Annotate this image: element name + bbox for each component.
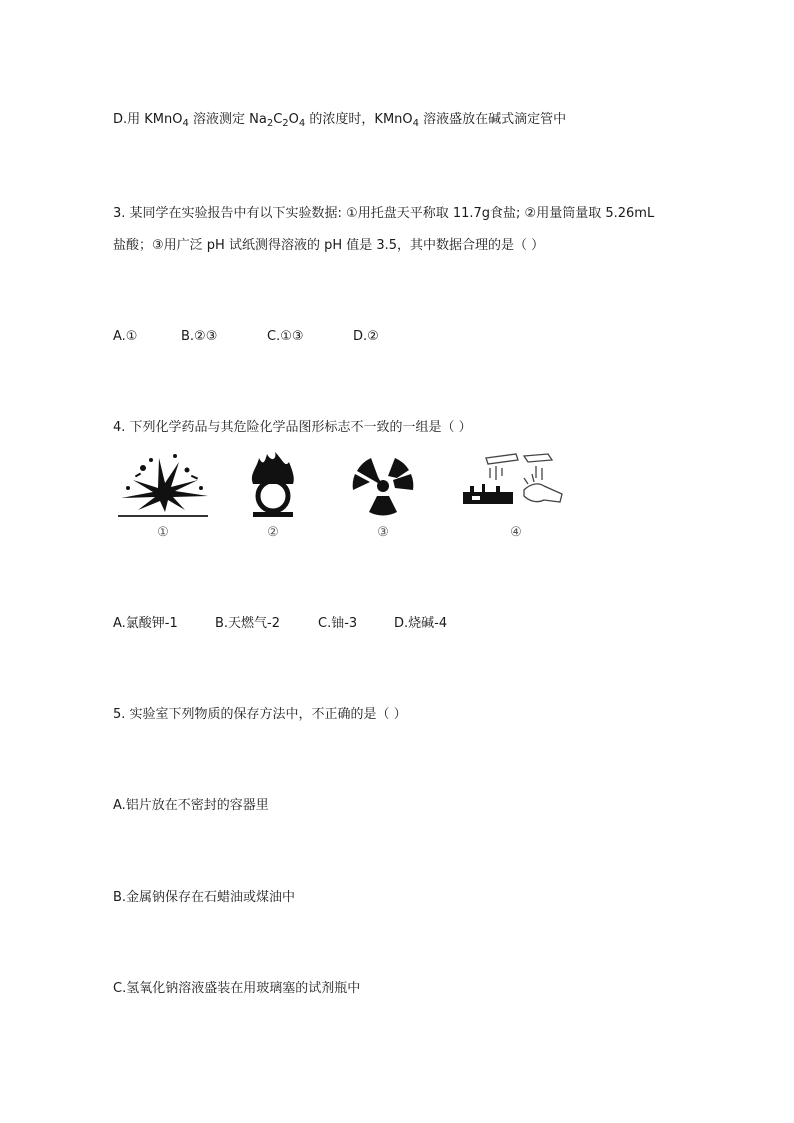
question-5-option-a: A.铝片放在不密封的容器里: [113, 798, 269, 813]
oxidizer-flame-icon: [223, 450, 323, 520]
subscript: 2: [282, 118, 289, 129]
sign-label-3: ③: [377, 525, 389, 540]
explosive-icon: [113, 450, 213, 520]
subscript: 4: [182, 118, 189, 129]
question-5-option-b: B.金属钠保存在石蜡油或煤油中: [113, 890, 296, 905]
corrosive-icon: [458, 450, 568, 520]
question-5-option-c: C.氢氧化钠溶液盛装在用玻璃塞的试剂瓶中: [113, 981, 361, 996]
option-c: C.铀-3: [318, 616, 358, 631]
sign-label-1: ①: [157, 525, 169, 540]
option-text: C: [273, 112, 283, 127]
subscript: 4: [412, 118, 420, 129]
sign-label-2: ②: [267, 525, 279, 540]
question-3-stem-line-1: 3. 某同学在实验报告中有以下实验数据: ①用托盘天平称取 11.7g食盐; ②用量筒量取 5.26mL: [113, 206, 655, 221]
subscript: 4: [298, 118, 306, 129]
question-2-option-d: [113, 110, 566, 130]
question-3-stem-line-2: 盐酸；③用广泛 pH 试纸测得溶液的 pH 值是 3.5，其中数据合理的是（ ）: [113, 238, 545, 253]
question-4-stem: 4. 下列化学药品与其危险化学品图形标志不一致的一组是（ ）: [113, 420, 472, 435]
sign-label-4: ④: [510, 525, 522, 540]
option-a: A.①: [113, 329, 138, 344]
radioactive-icon: [333, 450, 433, 520]
option-d: D.②: [353, 329, 379, 344]
sign-corrosive: [458, 450, 558, 550]
option-c: C.①③: [267, 329, 304, 344]
hazard-signs-figure: [113, 450, 583, 550]
option-b: B.②③: [181, 329, 218, 344]
question-5-stem: 5. 实验室下列物质的保存方法中，不正确的是（ ）: [113, 707, 407, 722]
option-d: D.烧碱-4: [394, 616, 448, 631]
option-text: O: [288, 112, 299, 127]
subscript: 2: [266, 118, 274, 129]
sign-radioactive: [333, 450, 433, 550]
option-text: D.用 KMnO: [113, 112, 183, 127]
question-4-options: [113, 614, 447, 634]
option-text: 溶液盛放在碱式滴定管中: [419, 112, 567, 127]
sign-oxidizer: [223, 450, 323, 550]
option-a: A.氯酸钾-1: [113, 616, 178, 631]
sign-explosive: [113, 450, 213, 550]
option-b: B.天燃气-2: [215, 616, 281, 631]
option-text: 的浓度时，KMnO: [305, 112, 413, 127]
question-3-options: [113, 327, 379, 347]
option-text: 溶液测定 Na: [188, 112, 267, 127]
